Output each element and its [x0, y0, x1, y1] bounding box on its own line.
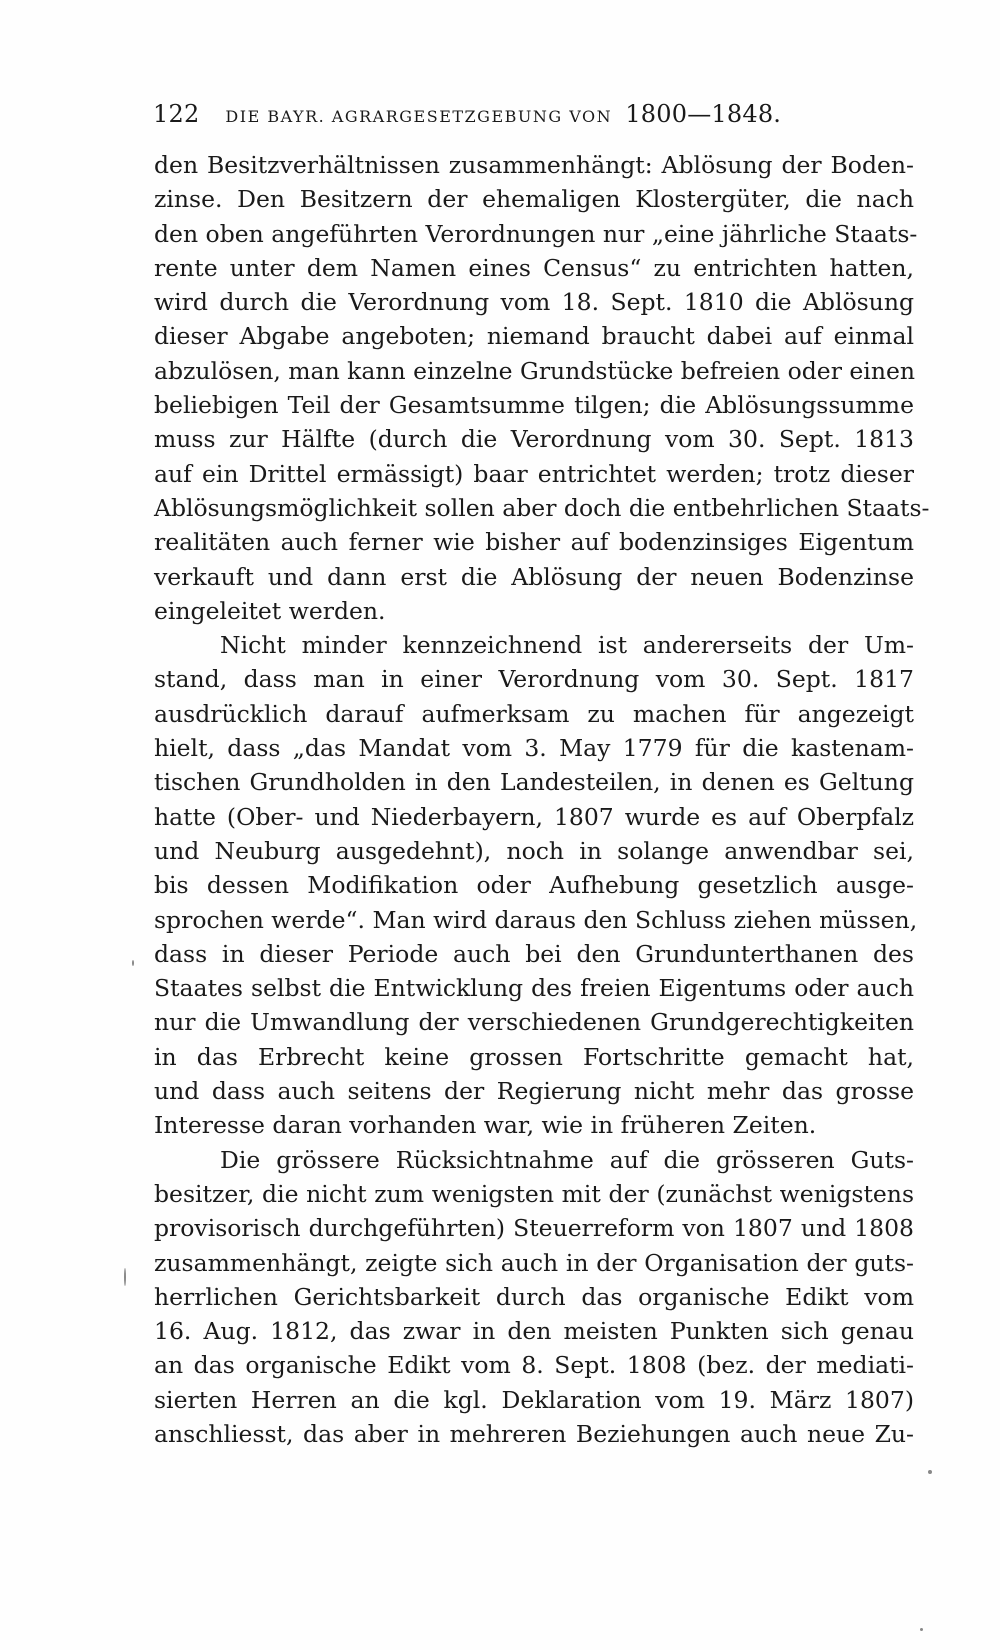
- text-line: rente unter dem Namen eines Census“ zu entrichten hatten,: [154, 253, 914, 282]
- text-line: sierten Herren an die kgl. Deklaration vom 19. März 1807): [154, 1385, 914, 1414]
- text-line: beliebigen Teil der Gesamtsumme tilgen; die Ablösungssumme: [154, 391, 914, 420]
- text-line: hielt, dass „das Mandat vom 3. May 1779 für die kastenam-: [154, 734, 914, 763]
- text-line: dieser Abgabe angeboten; niemand braucht dabei auf einmal: [154, 322, 914, 351]
- text-line: sprochen werde“. Man wird daraus den Schluss ziehen müssen,: [154, 905, 918, 934]
- text-line: Staates selbst die Entwicklung des freien Eigentums oder auch: [154, 974, 914, 1003]
- text-line: nur die Umwandlung der verschiedenen Grundgerechtigkeiten: [154, 1008, 914, 1037]
- scan-speck: [928, 1470, 932, 1474]
- text-line: den oben angeführten Verordnungen nur „eine jährliche Staats-: [154, 219, 918, 248]
- running-title-years: 1800—1848.: [625, 100, 782, 128]
- text-line: zinse. Den Besitzern der ehemaligen Klostergüter, die nach: [154, 185, 914, 214]
- text-line: hatte (Ober- und Niederbayern, 1807 wurde es auf Oberpfalz: [154, 802, 914, 831]
- page-number: 122: [153, 100, 200, 128]
- running-title: DIE BAYR. AGRARGESETZGEBUNG VON: [225, 107, 613, 126]
- scan-speck: [920, 1628, 923, 1631]
- body-text: [154, 148, 930, 1451]
- text-line: muss zur Hälfte (durch die Verordnung vom 30. Sept. 1813: [154, 425, 914, 454]
- text-line: ausdrücklich darauf aufmerksam zu machen für angezeigt: [154, 699, 914, 728]
- text-line: 16. Aug. 1812, das zwar in den meisten Punkten sich genau: [154, 1317, 914, 1346]
- scan-speck: [132, 960, 134, 966]
- paragraph-start-line: Die grössere Rücksichtnahme auf die grösseren Guts-: [220, 1145, 914, 1174]
- text-line: besitzer, die nicht zum wenigsten mit der (zunächst wenigstens: [154, 1179, 914, 1208]
- text-line: zusammenhängt, zeigte sich auch in der Organisation der guts-: [154, 1248, 914, 1277]
- text-line: provisorisch durchgeführten) Steuerreform von 1807 und 1808: [154, 1214, 914, 1243]
- text-line: anschliesst, das aber in mehreren Beziehungen auch neue Zu-: [154, 1419, 914, 1448]
- text-line: tischen Grundholden in den Landesteilen, in denen es Geltung: [154, 768, 914, 797]
- text-line: Ablösungsmöglichkeit sollen aber doch die entbehrlichen Staats-: [154, 493, 930, 522]
- paragraph-start-line: Nicht minder kennzeichnend ist andererseits der Um-: [220, 631, 914, 660]
- text-line: wird durch die Verordnung vom 18. Sept. 1810 die Ablösung: [154, 288, 914, 317]
- text-line: dass in dieser Periode auch bei den Grundunterthanen des: [154, 939, 914, 968]
- text-line: herrlichen Gerichtsbarkeit durch das organische Edikt vom: [154, 1282, 914, 1311]
- text-line: stand, dass man in einer Verordnung vom 30. Sept. 1817: [154, 665, 914, 694]
- text-line: realitäten auch ferner wie bisher auf bodenzinsiges Eigentum: [154, 528, 914, 557]
- text-line: auf ein Drittel ermässigt) baar entrichtet werden; trotz dieser: [154, 459, 914, 488]
- text-line: und dass auch seitens der Regierung nicht mehr das grosse: [154, 1077, 914, 1106]
- text-line: den Besitzverhältnissen zusammenhängt: Ablösung der Boden-: [154, 151, 914, 179]
- text-line: an das organische Edikt vom 8. Sept. 1808 (bez. der mediati-: [154, 1351, 914, 1380]
- text-line: bis dessen Modifikation oder Aufhebung gesetzlich ausge-: [154, 871, 914, 900]
- paragraph-end-line: eingeleitet werden.: [154, 596, 386, 625]
- text-line: und Neuburg ausgedehnt), noch in solange anwendbar sei,: [154, 836, 914, 865]
- running-head: [153, 100, 853, 128]
- paragraph-end-line: Interesse daran vorhanden war, wie in früheren Zeiten.: [154, 1111, 817, 1140]
- text-line: abzulösen, man kann einzelne Grundstücke befreien oder einen: [154, 356, 915, 385]
- scan-speck: [124, 1268, 126, 1286]
- text-line: verkauft und dann erst die Ablösung der neuen Bodenzinse: [154, 562, 914, 591]
- text-line: in das Erbrecht keine grossen Fortschritte gemacht hat,: [154, 1042, 914, 1071]
